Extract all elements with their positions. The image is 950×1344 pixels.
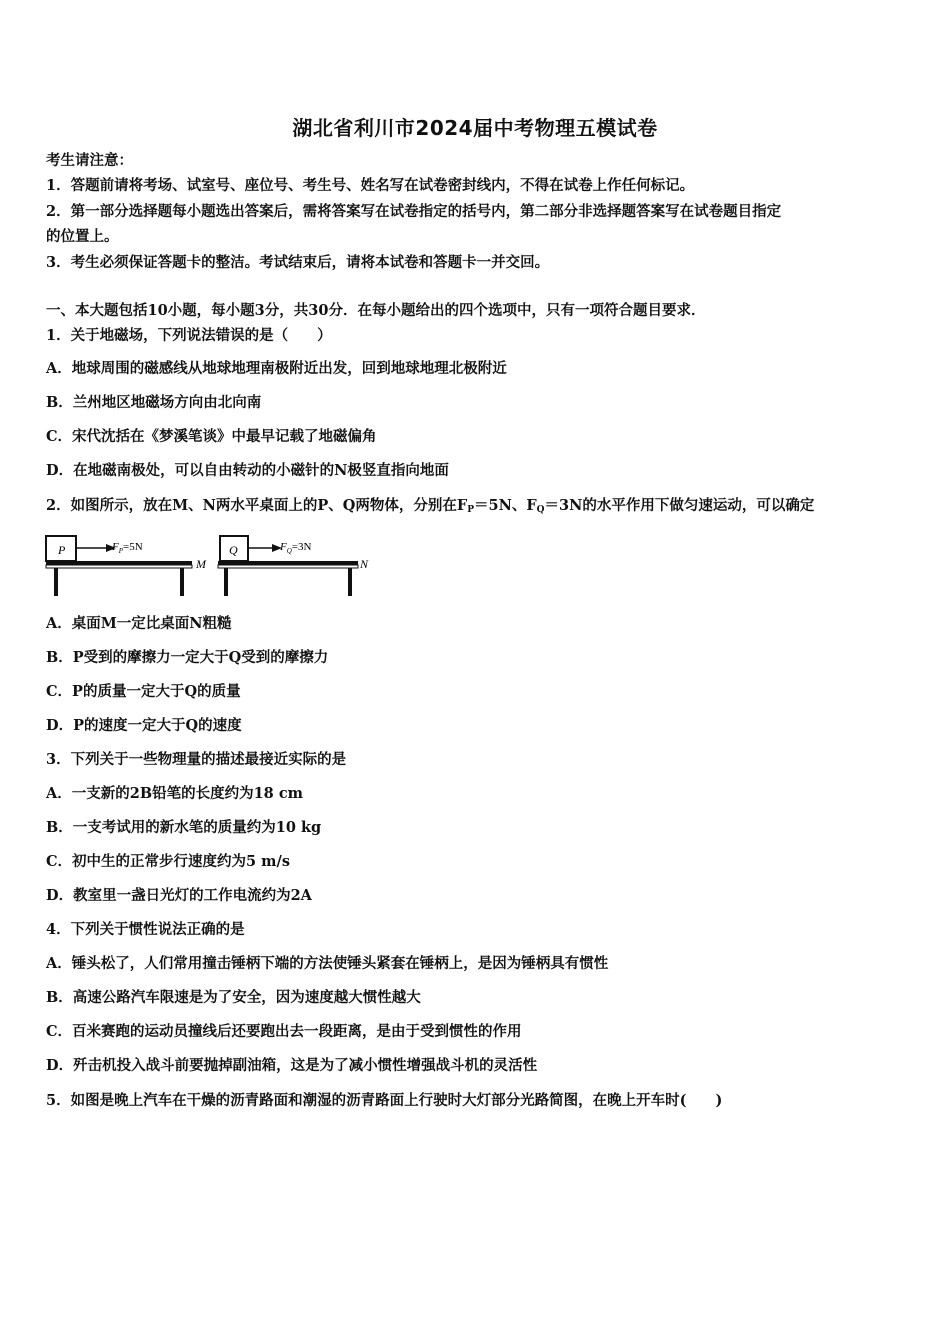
notice-item-2-cont: 的位置上。 <box>46 228 119 245</box>
table-n-label: N <box>360 557 369 571</box>
page-title: 湖北省利川市2024届中考物理五模试卷 <box>292 116 658 140</box>
q2-stem <box>46 496 814 520</box>
table-m-label: M <box>196 557 206 571</box>
table-m-leg-right <box>180 568 184 596</box>
notice-item-2: 2．第一部分选择题每小题选出答案后，需将答案写在试卷指定的括号内，第二部分非选择题答案写在试卷题目指定 <box>46 203 782 220</box>
q2-stem-a: 2．如图所示，放在M、N两水平桌面上的P、Q两物体，分别在F <box>46 497 468 514</box>
q2-option-a: A．桌面M一定比桌面N粗糙 <box>46 615 232 632</box>
q4-stem: 4．下列关于惯性说法正确的是 <box>46 921 245 938</box>
q3-stem: 3．下列关于一些物理量的描述最接近实际的是 <box>46 751 347 768</box>
q2-option-d: D．P的速度一定大于Q的速度 <box>46 717 242 734</box>
q2-sub-q: Q <box>536 505 545 515</box>
q2-option-b: B．P受到的摩擦力一定大于Q受到的摩擦力 <box>46 649 329 666</box>
q4-option-a: A．锤头松了，人们常用撞击锤柄下端的方法使锤头紧套在锤柄上，是因为锤柄具有惯性 <box>46 955 609 972</box>
q2-figure <box>44 526 374 602</box>
q1-option-a: A．地球周围的磁感线从地球地理南极附近出发，回到地球地理北极附近 <box>46 360 507 377</box>
notice-item-3: 3．考生必须保证答题卡的整洁。考试结束后，请将本试卷和答题卡一并交回。 <box>46 254 550 271</box>
block-q-label: Q <box>229 543 238 557</box>
table-n-leg-right <box>348 568 352 596</box>
q1-stem: 1．关于地磁场，下列说法错误的是（ ） <box>46 327 332 344</box>
q2-stem-c: ＝3N的水平作用下做匀速运动，可以确定 <box>544 497 815 514</box>
q4-option-b: B．高速公路汽车限速是为了安全，因为速度越大惯性越大 <box>46 989 421 1006</box>
section-heading: 一、本大题包括10小题，每小题3分，共30分．在每小题给出的四个选项中，只有一项符合题目要求． <box>46 302 706 319</box>
q1-option-d: D．在地磁南极处，可以自由转动的小磁针的N极竖直指向地面 <box>46 462 449 479</box>
table-m <box>46 536 207 596</box>
q4-option-c: C．百米赛跑的运动员撞线后还要跑出去一段距离，是由于受到惯性的作用 <box>46 1023 522 1040</box>
q3-option-d: D．教室里一盏日光灯的工作电流约为2A <box>46 887 312 904</box>
table-m-leg-left <box>54 568 58 596</box>
q3-option-c: C．初中生的正常步行速度约为5 m/s <box>46 853 290 870</box>
q1-option-b: B．兰州地区地磁场方向由北向南 <box>46 394 262 411</box>
block-p-label: P <box>58 543 66 557</box>
q2-option-c: C．P的质量一定大于Q的质量 <box>46 683 241 700</box>
force-p-label: $F_P=5N$ <box>112 541 143 555</box>
q1-option-c: C．宋代沈括在《梦溪笔谈》中最早记载了地磁偏角 <box>46 428 377 445</box>
q4-option-d: D．歼击机投入战斗前要抛掉副油箱，这是为了减小惯性增强战斗机的灵活性 <box>46 1057 538 1074</box>
notice-item-1: 1．答题前请将考场、试室号、座位号、考生号、姓名写在试卷密封线内，不得在试卷上作任何标记。 <box>46 177 695 194</box>
q2-stem-b: ＝5N、F <box>474 497 537 514</box>
q3-option-b: B．一支考试用的新水笔的质量约为10 kg <box>46 819 322 836</box>
table-n <box>218 536 369 596</box>
q2-sub-p: P <box>467 505 475 515</box>
notice-heading: 考生请注意： <box>46 152 133 169</box>
table-n-leg-left <box>224 568 228 596</box>
force-q-label: $F_Q=3N$ <box>280 541 312 555</box>
q3-option-a: A．一支新的2B铅笔的长度约为18 cm <box>46 785 303 802</box>
q5-stem: 5．如图是晚上汽车在干燥的沥青路面和潮湿的沥青路面上行驶时大灯部分光路简图，在晚上开车时( ) <box>46 1092 723 1109</box>
